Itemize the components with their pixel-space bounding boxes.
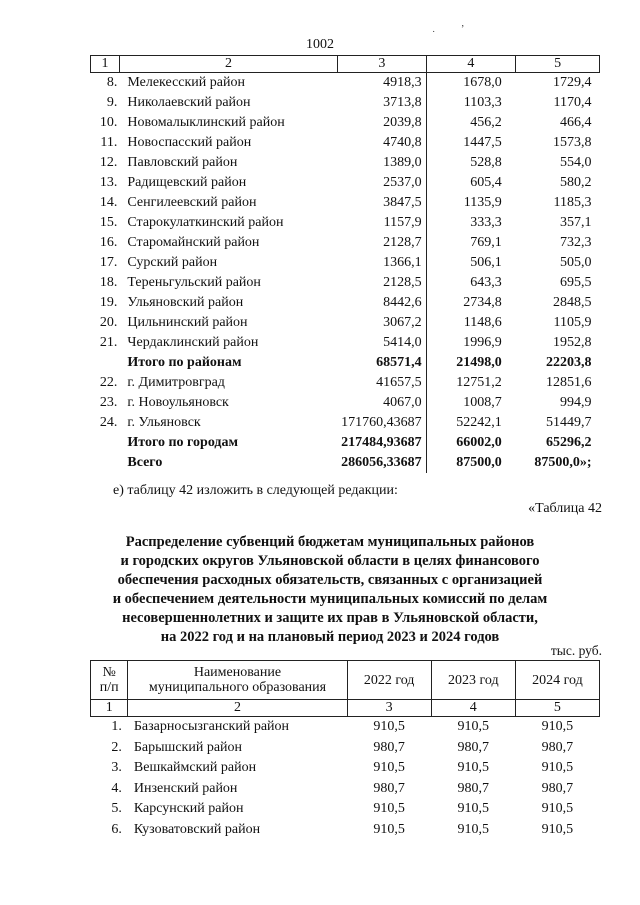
amendment-paragraph: е) таблицу 42 изложить в следующей редакции: xyxy=(113,483,398,498)
subsidy-table-continuation xyxy=(90,55,600,473)
municipality-name: Кузоватовский район xyxy=(133,821,261,837)
row-number: 15. xyxy=(99,215,118,230)
row-number: 13. xyxy=(99,175,118,190)
municipality-name: Итого по районам xyxy=(127,355,242,370)
column-number: 1 xyxy=(91,700,128,717)
value-2023: 980,7 xyxy=(457,780,490,796)
column-number: 1 xyxy=(91,56,120,73)
value-col3: 4918,3 xyxy=(338,73,426,94)
value-2022: 980,7 xyxy=(373,739,405,755)
value-col3: 2128,7 xyxy=(338,233,426,253)
scan-mark: ʼ xyxy=(461,24,465,35)
row-number: 9. xyxy=(106,95,118,110)
row-number: 10. xyxy=(99,115,118,130)
total-row xyxy=(91,433,600,453)
municipality-name: Инзенский район xyxy=(133,780,238,796)
row-number: 16. xyxy=(99,235,118,250)
value-col4: 1103,3 xyxy=(463,95,502,110)
value-2024: 910,5 xyxy=(541,719,574,735)
value-col5: 65296,2 xyxy=(546,435,592,450)
header-2022: 2022 год xyxy=(347,661,431,700)
value-col3: 3847,5 xyxy=(338,193,426,213)
value-col3: 217484,93687 xyxy=(338,433,426,453)
municipality-name: Мелекесский район xyxy=(127,75,245,90)
table-label: «Таблица 42 xyxy=(528,501,602,516)
column-number: 3 xyxy=(347,700,431,717)
value-2024: 980,7 xyxy=(541,739,574,755)
header-2024: 2024 год xyxy=(515,661,599,700)
municipality-name: г. Новоульяновск xyxy=(127,395,229,410)
row-number: 8. xyxy=(106,75,118,90)
municipality-name: Карсунский район xyxy=(133,801,244,817)
value-col5: 2848,5 xyxy=(553,295,592,310)
municipality-name: Николаевский район xyxy=(127,95,251,110)
value-col5: 580,2 xyxy=(560,175,592,190)
value-col5: 695,5 xyxy=(560,275,592,290)
value-col4: 52242,1 xyxy=(456,415,502,430)
table-title xyxy=(80,533,580,647)
row-number: 5. xyxy=(111,801,122,817)
table-row xyxy=(91,393,600,413)
table-row xyxy=(91,173,600,193)
value-2023: 980,7 xyxy=(457,739,490,755)
municipality-name: Старокулаткинский район xyxy=(127,215,284,230)
row-number xyxy=(91,453,120,473)
value-col4: 1678,0 xyxy=(463,75,502,90)
value-col4: 1135,9 xyxy=(463,195,502,210)
column-number: 2 xyxy=(119,56,337,73)
row-number: 1. xyxy=(111,719,122,735)
municipality-name: Цильнинский район xyxy=(127,315,248,330)
header-name xyxy=(128,661,347,700)
table-row xyxy=(91,233,600,253)
table-row xyxy=(91,799,600,820)
header-2023: 2023 год xyxy=(431,661,515,700)
column-number: 5 xyxy=(515,700,599,717)
municipality-name: Всего xyxy=(127,455,163,470)
row-number: 19. xyxy=(99,295,118,310)
table-42 xyxy=(90,660,600,840)
value-col3: 1366,1 xyxy=(338,253,426,273)
column-number-row xyxy=(91,56,600,73)
value-col4: 1996,9 xyxy=(463,335,502,350)
municipality-name: Павловский район xyxy=(127,155,238,170)
header-num-line2: п/п xyxy=(99,680,119,695)
value-col5: 554,0 xyxy=(560,155,592,170)
table-row xyxy=(91,73,600,94)
value-col3: 41657,5 xyxy=(338,373,426,393)
table-row xyxy=(91,313,600,333)
value-col3: 2537,0 xyxy=(338,173,426,193)
row-number: 17. xyxy=(99,255,118,270)
row-number: 2. xyxy=(111,739,122,755)
value-col3: 68571,4 xyxy=(338,353,426,373)
column-number: 3 xyxy=(338,56,426,73)
scan-mark: ˙ xyxy=(432,30,436,41)
table-row xyxy=(91,717,600,738)
table-header-row xyxy=(91,661,600,700)
column-number: 5 xyxy=(516,56,600,73)
title-line: и городских округов Ульяновской области в целях финансового xyxy=(120,553,540,569)
municipality-name: Вешкаймский район xyxy=(133,760,257,776)
value-col3: 286056,33687 xyxy=(338,453,426,473)
column-number: 4 xyxy=(431,700,515,717)
municipality-name: Итого по городам xyxy=(127,435,239,450)
value-col5: 87500,0»; xyxy=(534,455,592,470)
header-num xyxy=(91,661,128,700)
value-col3: 4740,8 xyxy=(338,133,426,153)
value-col4: 456,2 xyxy=(470,115,502,130)
title-line: на 2022 год и на плановый период 2023 и 2024 годов xyxy=(160,629,500,645)
municipality-name: Новоспасский район xyxy=(127,135,252,150)
table-row xyxy=(91,213,600,233)
row-number: 23. xyxy=(99,395,118,410)
value-col3: 1389,0 xyxy=(338,153,426,173)
municipality-name: Базарносызганский район xyxy=(133,719,290,735)
value-col4: 1008,7 xyxy=(463,395,502,410)
header-num-line1: № xyxy=(102,665,116,680)
header-name-line1: Наименование xyxy=(193,665,282,680)
title-line: и обеспечением деятельности муниципальных комиссий по делам xyxy=(112,591,548,607)
value-col5: 1185,3 xyxy=(553,195,592,210)
municipality-name: г. Ульяновск xyxy=(127,415,201,430)
value-col4: 605,4 xyxy=(470,175,502,190)
value-col3: 4067,0 xyxy=(338,393,426,413)
row-number xyxy=(91,353,120,373)
municipality-name: Чердаклинский район xyxy=(127,335,259,350)
value-2024: 910,5 xyxy=(541,760,574,776)
value-col3: 171760,43687 xyxy=(338,413,426,433)
value-col5: 1729,4 xyxy=(553,75,592,90)
value-col4: 1148,6 xyxy=(463,315,502,330)
title-line: обеспечения расходных обязательств, связанных с организацией xyxy=(117,572,543,588)
row-number: 18. xyxy=(99,275,118,290)
municipality-name: Старомайнский район xyxy=(127,235,260,250)
units-label: тыс. руб. xyxy=(550,643,602,658)
value-2022: 910,5 xyxy=(373,760,405,776)
value-2023: 910,5 xyxy=(457,801,490,817)
value-col4: 12751,2 xyxy=(456,375,502,390)
table-row xyxy=(91,820,600,841)
value-col4: 769,1 xyxy=(470,235,502,250)
table-row xyxy=(91,113,600,133)
value-2024: 980,7 xyxy=(541,780,574,796)
value-col4: 66002,0 xyxy=(456,435,502,450)
value-col3: 3067,2 xyxy=(338,313,426,333)
value-col4: 643,3 xyxy=(470,275,502,290)
value-col3: 2039,8 xyxy=(338,113,426,133)
value-col5: 1952,8 xyxy=(553,335,592,350)
header-name-line2: муниципального образования xyxy=(148,680,327,695)
row-number: 11. xyxy=(100,135,118,150)
table-row xyxy=(91,193,600,213)
municipality-name: Радищевский район xyxy=(127,175,247,190)
value-col5: 1105,9 xyxy=(553,315,592,330)
value-col3: 3713,8 xyxy=(338,93,426,113)
column-number-row xyxy=(91,700,600,717)
value-col4: 528,8 xyxy=(470,155,502,170)
table-row xyxy=(91,758,600,779)
value-2024: 910,5 xyxy=(541,821,574,837)
value-col4: 2734,8 xyxy=(463,295,502,310)
row-number: 21. xyxy=(99,335,118,350)
value-2023: 910,5 xyxy=(457,719,490,735)
municipality-name: Новомалыклинский район xyxy=(127,115,285,130)
table-row xyxy=(91,413,600,433)
value-2024: 910,5 xyxy=(541,801,574,817)
municipality-name: Сенгилеевский район xyxy=(127,195,257,210)
title-line: Распределение субвенций бюджетам муниципальных районов xyxy=(125,534,535,550)
column-number: 2 xyxy=(128,700,347,717)
value-col3: 5414,0 xyxy=(338,333,426,353)
table-row xyxy=(91,153,600,173)
value-2022: 910,5 xyxy=(373,719,405,735)
row-number: 4. xyxy=(111,780,122,796)
total-row xyxy=(91,453,600,473)
table-row xyxy=(91,738,600,759)
value-col4: 1447,5 xyxy=(463,135,502,150)
column-number: 4 xyxy=(426,56,516,73)
table-row xyxy=(91,333,600,353)
value-col3: 1157,9 xyxy=(338,213,426,233)
value-col5: 1573,8 xyxy=(553,135,592,150)
value-col5: 51449,7 xyxy=(546,415,592,430)
row-number: 6. xyxy=(111,821,122,837)
value-2022: 980,7 xyxy=(373,780,405,796)
row-number: 22. xyxy=(99,375,118,390)
value-col4: 87500,0 xyxy=(456,455,502,470)
total-row xyxy=(91,353,600,373)
table-row xyxy=(91,779,600,800)
title-line: несовершеннолетних и защите их прав в Ульяновской области, xyxy=(122,610,538,626)
row-number: 14. xyxy=(99,195,118,210)
value-col5: 357,1 xyxy=(560,215,592,230)
value-2022: 910,5 xyxy=(373,821,405,837)
row-number xyxy=(91,433,120,453)
row-number: 20. xyxy=(99,315,118,330)
value-col5: 12851,6 xyxy=(546,375,592,390)
value-2023: 910,5 xyxy=(457,821,490,837)
municipality-name: Ульяновский район xyxy=(127,295,244,310)
table-row xyxy=(91,273,600,293)
table-row xyxy=(91,373,600,393)
table-row xyxy=(91,93,600,113)
municipality-name: г. Димитровград xyxy=(127,375,225,390)
municipality-name: Барышский район xyxy=(133,739,243,755)
value-col4: 333,3 xyxy=(470,215,502,230)
municipality-name: Тереньгульский район xyxy=(127,275,261,290)
table-row xyxy=(91,293,600,313)
value-col4: 21498,0 xyxy=(456,355,502,370)
row-number: 3. xyxy=(111,760,122,776)
value-col3: 2128,5 xyxy=(338,273,426,293)
municipality-name: Сурский район xyxy=(127,255,218,270)
value-col5: 505,0 xyxy=(560,255,592,270)
table-row xyxy=(91,133,600,153)
value-col5: 994,9 xyxy=(560,395,592,410)
row-number: 24. xyxy=(99,415,118,430)
row-number: 12. xyxy=(99,155,118,170)
value-col3: 8442,6 xyxy=(338,293,426,313)
value-col5: 466,4 xyxy=(560,115,592,130)
table-row xyxy=(91,253,600,273)
value-col4: 506,1 xyxy=(470,255,502,270)
value-2023: 910,5 xyxy=(457,760,490,776)
value-col5: 22203,8 xyxy=(546,355,592,370)
value-2022: 910,5 xyxy=(373,801,405,817)
page-number: 1002 xyxy=(306,37,334,52)
value-col5: 732,3 xyxy=(560,235,592,250)
value-col5: 1170,4 xyxy=(553,95,592,110)
